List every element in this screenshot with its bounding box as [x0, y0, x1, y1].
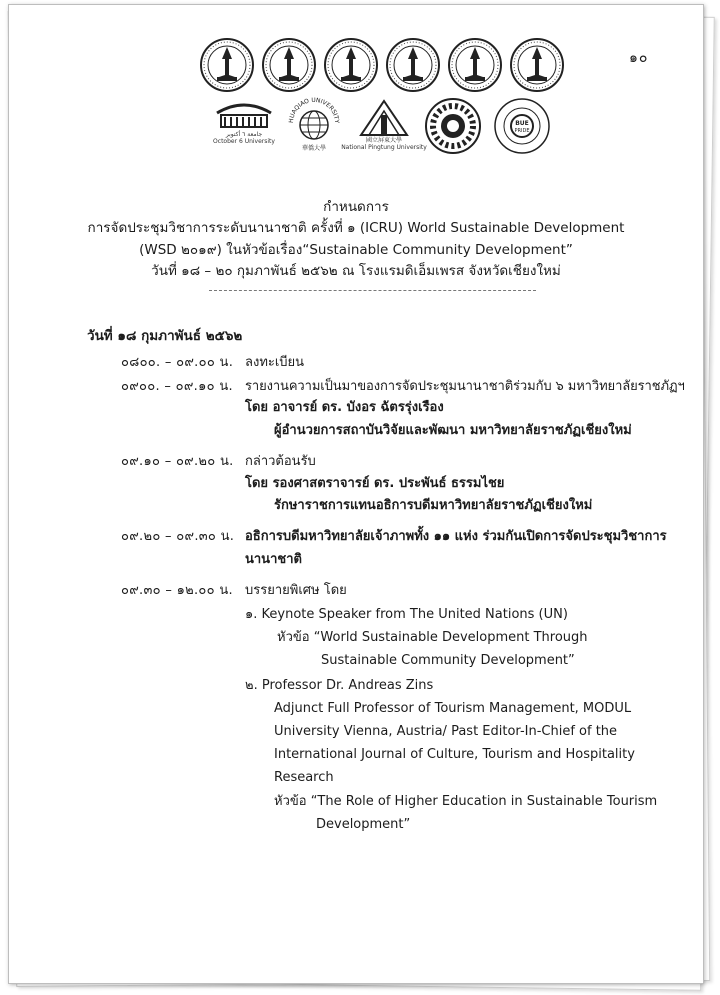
- conference-theme: (WSD ๒๐๑๙) ในหัวข้อเรื่อง“Sustainable Community Development”: [139, 242, 573, 258]
- speaker-bio-line: Research: [274, 770, 334, 785]
- rajabhat-seal-2-icon: [261, 37, 317, 93]
- rajabhat-seal-1-icon: [199, 37, 255, 93]
- rajabhat-seal-5-icon: [447, 37, 503, 93]
- schedule-time: ๐๙.๑๐ – ๐๙.๒๐ น.: [121, 454, 234, 469]
- schedule-presenter-role: รักษาราชการแทนอธิการบดีมหาวิทยาลัยราชภัฏเชียงใหม่: [274, 498, 593, 513]
- schedule-item: กล่าวต้อนรับ: [245, 454, 316, 469]
- schedule-presenter-role: ผู้อำนวยการสถาบันวิจัยและพัฒนา มหาวิทยาลัยราชภัฏเชียงใหม่: [274, 423, 632, 438]
- schedule-presenter: โดย อาจารย์ ดร. บังอร ฉัตรรุ่งเรือง: [245, 400, 444, 415]
- speaker-topic-continued: Development”: [316, 817, 411, 832]
- svg-text:PRIDE: PRIDE: [514, 128, 530, 134]
- logo-row-top: [199, 37, 565, 93]
- university-of-technology-seal: [492, 97, 552, 155]
- schedule-time: ๐๙.๒๐ – ๐๙.๓๐ น.: [121, 529, 235, 544]
- october-6-building-icon: [215, 97, 273, 131]
- conference-title: การจัดประชุมวิชาการระดับนานาชาติ ครั้งที่ ๑ (ICRU) World Sustainable Development: [87, 220, 625, 236]
- october-6-university-logo: جامعة ٦ أكتوبر October 6 University: [214, 97, 274, 155]
- mountain-tower-icon: [355, 97, 413, 137]
- speaker-topic-continued: Sustainable Community Development”: [321, 653, 575, 668]
- schedule-item: รายงานความเป็นมาของการจัดประชุมนานาชาติร่วมกับ ๖ มหาวิทยาลัยราชภัฏฯ: [245, 379, 685, 394]
- globe-icon: [285, 97, 343, 145]
- doc-title: กำหนดการ: [323, 199, 389, 215]
- svg-text:BUE: BUE: [515, 120, 529, 127]
- divider: [209, 290, 536, 291]
- document-page: [8, 4, 704, 984]
- rajabhat-seal-4-icon: [385, 37, 441, 93]
- speaker-topic: หัวข้อ “The Role of Higher Education in Sustainable Tourism: [274, 794, 658, 809]
- day-heading: วันที่ ๑๘ กุมภาพันธ์ ๒๕๖๒: [87, 328, 243, 344]
- svg-text:HUAQIAO UNIVERSITY: HUAQIAO UNIVERSITY: [287, 97, 341, 124]
- gear-seal-icon: [424, 97, 482, 155]
- national-pingtung-university-logo: 國立屏東大學 National Pingtung University: [354, 97, 414, 155]
- rajabhat-seal-3-icon: [323, 37, 379, 93]
- speaker-label: ๒. Professor Dr. Andreas Zins: [245, 678, 434, 693]
- schedule-time: ๐๘๐๐. – ๐๙.๐๐ น.: [121, 355, 234, 370]
- logo-row-bottom: [214, 97, 552, 155]
- schedule-item: บรรยายพิเศษ โดย: [245, 583, 347, 598]
- university-seal-icon: [493, 97, 551, 155]
- schedule-item-continued: นานาชาติ: [245, 552, 302, 567]
- speaker-bio-line: University Vienna, Austria/ Past Editor-In-Chief of the: [274, 724, 618, 739]
- schedule-time: ๐๙๐๐. – ๐๙.๑๐ น.: [121, 379, 233, 394]
- huaqiao-university-logo: HUAQIAO UNIVERSITY 華僑大學: [284, 97, 344, 155]
- rajabhat-seal-6-icon: [509, 37, 565, 93]
- conference-date-venue: วันที่ ๑๘ – ๒๐ กุมภาพันธ์ ๒๕๖๒ ณ โรงแรมดิเอ็มเพรส จังหวัดเชียงใหม่: [151, 263, 561, 279]
- schedule-presenter: โดย รองศาสตราจารย์ ดร. ประพันธ์ ธรรมไชย: [245, 476, 505, 491]
- speaker-bio-line: Adjunct Full Professor of Tourism Management, MODUL: [274, 701, 632, 716]
- schedule-time: ๐๙.๓๐ – ๑๒.๐๐ น.: [121, 583, 233, 598]
- speaker-label: ๑. Keynote Speaker from The United Nations (UN): [245, 607, 568, 622]
- speaker-topic: หัวข้อ “World Sustainable Development Through: [277, 630, 588, 645]
- page-number: ๑๐: [629, 50, 649, 66]
- schedule-item: ลงทะเบียน: [245, 355, 305, 370]
- schedule-item: อธิการบดีมหาวิทยาลัยเจ้าภาพทั้ง ๑๑ แห่ง ร่วมกันเปิดการจัดประชุมวิชาการ: [245, 529, 667, 544]
- speaker-bio-line: International Journal of Culture, Tourism and Hospitality: [274, 747, 635, 762]
